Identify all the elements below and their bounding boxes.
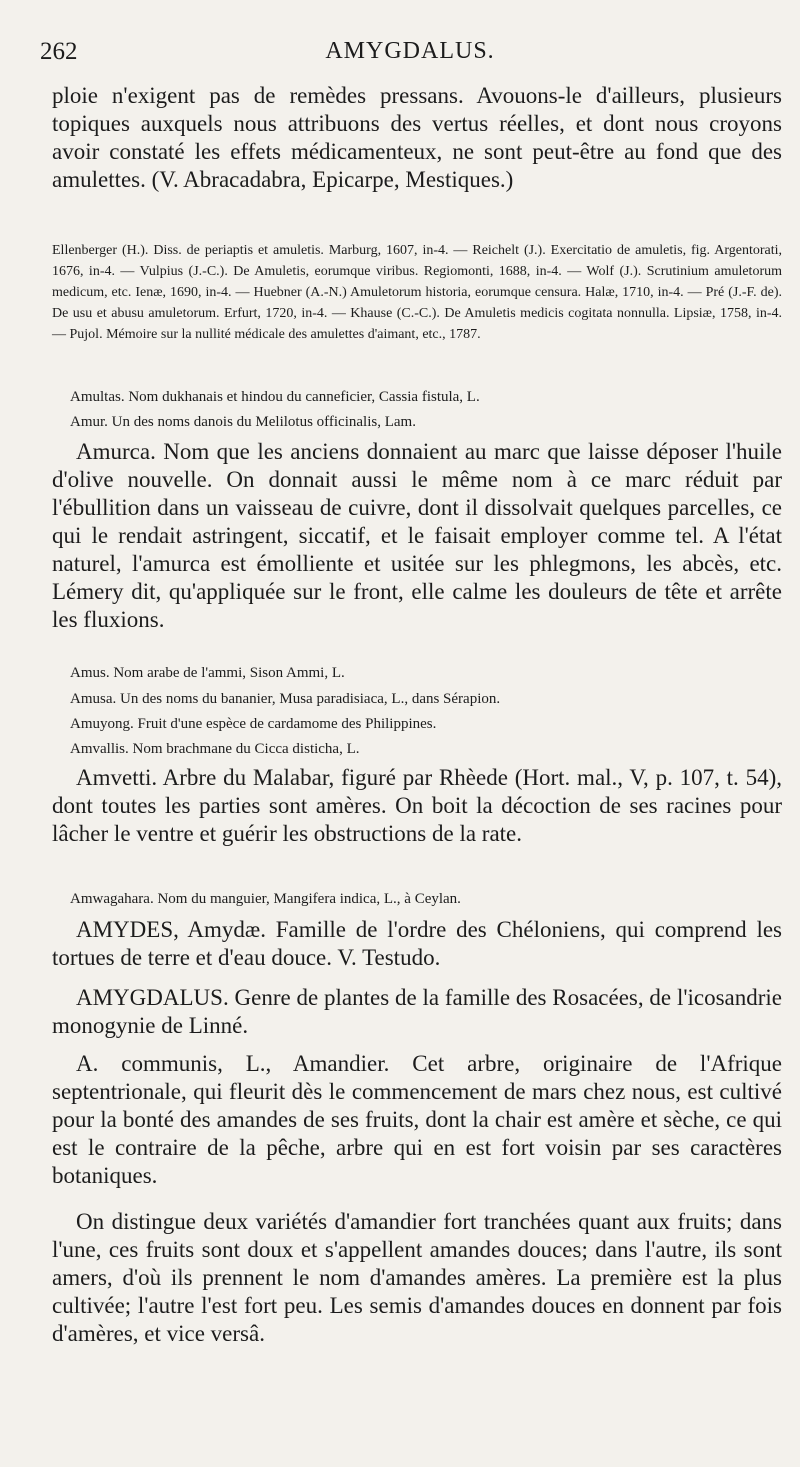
running-head: AMYGDALUS. bbox=[325, 38, 495, 64]
entry-amvetti: Amvetti. Arbre du Malabar, figuré par Rhèede (Hort. mal., V, p. 107, t. 54), dont toutes les parties sont amères. On boit la décoction de ses racines pour lâcher le ventre et guérir les obstructions de la rate. bbox=[52, 765, 782, 846]
entry-amultas: Amultas. Nom dukhanais et hindou du canneficier, Cassia fistula, L. bbox=[70, 389, 480, 405]
entry-amuyong: Amuyong. Fruit d'une espèce de cardamome des Philippines. bbox=[70, 716, 437, 732]
entry-amydes: AMYDES, Amydæ. Famille de l'ordre des Chéloniens, qui comprend les tortues de terre et d'eau douce. V. Testudo. bbox=[52, 917, 782, 970]
entry-amus: Amus. Nom arabe de l'ammi, Sison Ammi, L. bbox=[70, 665, 345, 681]
paragraph-varietes: On distingue deux variétés d'amandier fort tranchées quant aux fruits; dans l'une, ces fruits sont doux et s'appellent amandes douces; dans l'autre, ils sont amers, d'où ils prennent le nom d'amandes amères. La première est la plus cultivée; l'autre l'est fort peu. Les semis d'amandes douces en donnent par fois d'amères, et vice versâ. bbox=[52, 1209, 782, 1346]
entry-amur: Amur. Un des noms danois du Melilotus officinalis, Lam. bbox=[70, 414, 416, 430]
entry-amwagahara: Amwagahara. Nom du manguier, Mangifera indica, L., à Ceylan. bbox=[70, 891, 461, 907]
entry-amygdalus: AMYGDALUS. Genre de plantes de la famille des Rosacées, de l'icosandrie monogynie de Linné. bbox=[52, 985, 782, 1038]
paragraph-a-communis: A. communis, L., Amandier. Cet arbre, originaire de l'Afrique septentrionale, qui fleurit dès le commencement de mars chez nous, est cultivé pour la bonté des amandes de ses fruits, dont la chair est amère et sèche, ce qui est le contraire de la pêche, arbre qui en est fort voisin par ses caractères botaniques. bbox=[52, 1051, 782, 1188]
page-number: 262 bbox=[40, 38, 78, 65]
entry-amurca: Amurca. Nom que les anciens donnaient au marc que laisse déposer l'huile d'olive nouvelle. On donnait aussi le même nom à ce marc réduit par l'ébullition dans un vaisseau de cuivre, dont il dissolvait quelques parcelles, ce qui le rendait astringent, siccatif, et le faisait employer comme tel. A l'état naturel, l'amurca est émolliente et usitée sur les phlegmons, les abcès, etc. Lémery dit, qu'appliquée sur le front, elle calme les douleurs de tête et arrête les fluxions. bbox=[52, 439, 782, 632]
entry-amusa: Amusa. Un des noms du bananier, Musa paradisiaca, L., dans Sérapion. bbox=[70, 691, 501, 707]
page-header bbox=[40, 38, 780, 72]
entry-amvallis: Amvallis. Nom brachmane du Cicca disticha, L. bbox=[70, 741, 360, 757]
paragraph-amulettes-continuation: ploie n'exigent pas de remèdes pressans. Avouons-le d'ailleurs, plusieurs topiques auxquels nous attribuons des vertus réelles, et dont nous croyons avoir constaté les effets médicamenteux, ne sont peut-être au fond que des amulettes. (V. Abracadabra, Epicarpe, Mestiques.) bbox=[52, 83, 782, 192]
bibliography-amulettes: Ellenberger (H.). Diss. de periaptis et amuletis. Marburg, 1607, in-4. — Reichelt (J.). Exercitatio de amuletis, fig. Argentorati, 1676, in-4. — Vulpius (J.-C.). De Amuletis, eorumque viribus. Regiomonti, 1688, in-4. — Wolf (J.). Scrutinium amuletorum medicum, etc. Ienæ, 1690, in-4. — Huebner (A.-N.) Amuletorum historia, eorumque censura. Halæ, 1710, in-4. — Pré (J.-F. de). De usu et abusu amuletorum. Erfurt, 1720, in-4. — Khause (C.-C.). De Amuletis medicis cogitata nonnulla. Lipsiæ, 1758, in-4. — Pujol. Mémoire sur la nullité médicale des amulettes d'aimant, etc., 1787. bbox=[52, 243, 782, 342]
